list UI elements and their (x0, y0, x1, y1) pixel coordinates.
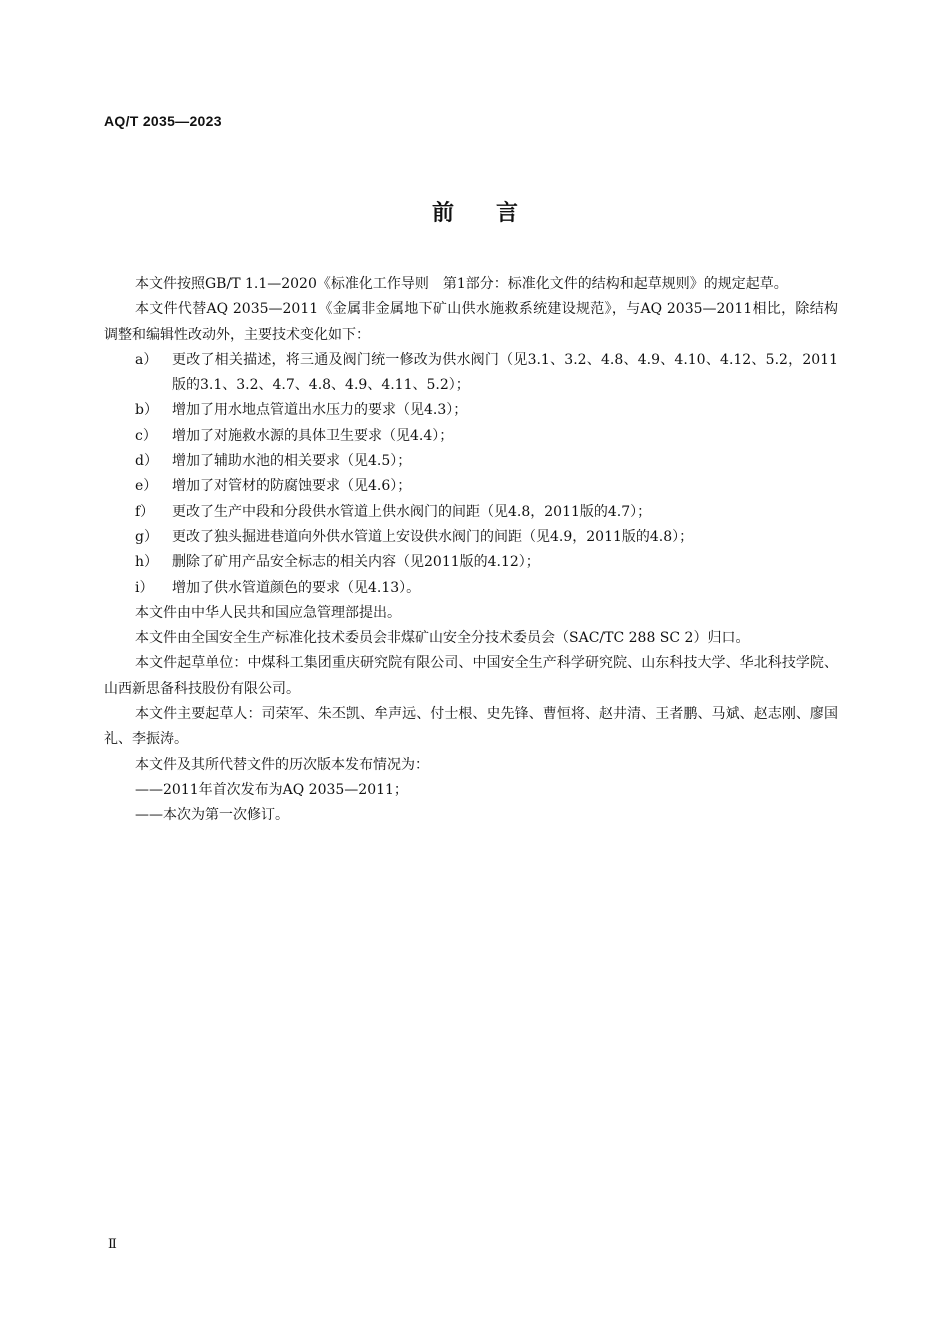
paragraph-history-intro: 本文件及其所代替文件的历次版本发布情况为： (135, 756, 429, 773)
list-marker: f） (135, 503, 155, 520)
list-marker: b） (135, 402, 158, 419)
list-marker: h） (135, 554, 159, 571)
list-item (104, 449, 838, 474)
paragraph-drafting-units: 本文件起草单位：中煤科工集团重庆研究院有限公司、中国安全生产科学研究院、山东科技大学、华北科技学院、山西新思备科技股份有限公司。 (104, 655, 838, 697)
changes-list (104, 348, 838, 601)
paragraph-committee: 本文件由全国安全生产标准化技术委员会非煤矿山安全分技术委员会（SAC/TC 288 SC 2）归口。 (135, 630, 750, 647)
list-item-text: 增加了对管材的防腐蚀要求（见4.6）； (172, 478, 412, 495)
list-item (104, 500, 838, 525)
list-item (104, 525, 838, 550)
list-marker: a） (135, 351, 158, 368)
page-number: Ⅱ (108, 1237, 117, 1252)
list-item-text: 增加了用水地点管道出水压力的要求（见4.3）； (172, 402, 468, 419)
history-item: ——2011年首次发布为AQ 2035—2011； (135, 781, 408, 798)
paragraph-drafting-rules: 本文件按照GB/T 1.1—2020《标准化工作导则 第1部分：标准化文件的结构和起草规则》的规定起草。 (135, 276, 788, 292)
list-item-text: 更改了独头掘进巷道向外供水管道上安设供水阀门的间距（见4.9，2011版的4.8）； (172, 528, 694, 545)
list-item (104, 348, 838, 399)
paragraph-proposer: 本文件由中华人民共和国应急管理部提出。 (135, 604, 401, 621)
list-item-text: 增加了供水管道颜色的要求（见4.13）。 (172, 579, 421, 596)
list-item-text: 增加了对施救水源的具体卫生要求（见4.4）； (172, 427, 454, 444)
list-item-text: 增加了辅助水池的相关要求（见4.5）； (172, 453, 412, 470)
list-item-text: 更改了相关描述，将三通及阀门统一修改为供水阀门（见3.1、3.2、4.8、4.9、4.10、4.12、5.2，2011版的3.1、3.2、4.7、4.8、4.9、4.11、5.2）； (172, 351, 838, 394)
list-item-text: 更改了生产中段和分段供水管道上供水阀门的间距（见4.8，2011版的4.7）； (172, 503, 652, 520)
list-marker: i） (135, 579, 154, 596)
list-item (104, 550, 838, 575)
paragraph-replacement: 本文件代替AQ 2035—2011《金属非金属地下矿山供水施救系统建设规范》，与AQ 2035—2011相比，除结构调整和编辑性改动外，主要技术变化如下： (104, 301, 838, 343)
list-item (104, 424, 838, 449)
list-marker: e） (135, 478, 158, 495)
page-title: 前言 (431, 201, 560, 226)
list-item-text: 删除了矿用产品安全标志的相关内容（见2011版的4.12）； (172, 554, 540, 571)
foreword-body (104, 272, 838, 829)
list-marker: c） (135, 427, 157, 444)
history-item: ——本次为第一次修订。 (135, 807, 289, 824)
standard-code: AQ/T 2035—2023 (104, 113, 222, 129)
list-item (104, 576, 838, 601)
list-marker: d） (135, 453, 158, 470)
list-item (104, 398, 838, 423)
list-marker: g） (135, 528, 158, 545)
paragraph-drafters: 本文件主要起草人：司荣军、朱丕凯、牟声远、付士根、史先锋、曹恒将、赵井清、王者鹏、马斌、赵志刚、廖国礼、李振涛。 (104, 706, 838, 748)
list-item (104, 474, 838, 499)
